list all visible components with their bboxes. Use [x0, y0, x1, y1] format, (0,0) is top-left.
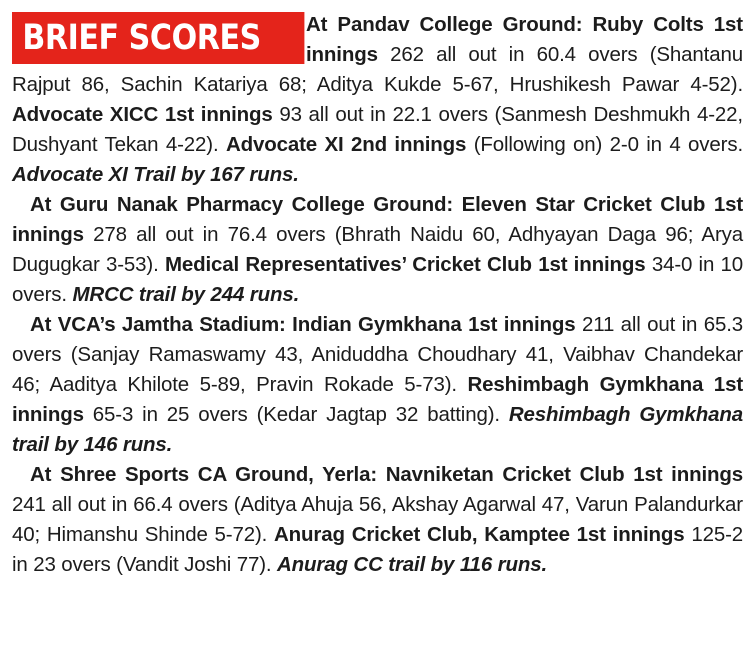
score-detail: (Following on) 2-0 in 4 overs. [473, 133, 743, 156]
match-report [12, 460, 743, 580]
team-innings-heading: Medical Representatives’ Cricket Club 1st innings [164, 253, 652, 276]
team-innings-heading: At Guru Nanak Pharmacy College Ground: Eleven Star Cricket Club 1st innings [12, 193, 743, 246]
trail-summary: Advocate XI Trail by 167 runs. [12, 163, 299, 186]
match-report [12, 190, 743, 310]
match-report [12, 310, 743, 460]
team-innings-heading: Advocate XI 2nd innings [225, 133, 474, 156]
brief-scores-banner: BRIEF SCORES [12, 12, 304, 64]
team-innings-heading: At Pandav College Ground: Ruby Colts 1st innings [306, 13, 743, 66]
match-reports [12, 10, 743, 580]
score-detail: 125-2 in 23 overs (Vandit Joshi 77). [12, 523, 744, 576]
trail-summary: Anurag CC trail by 116 runs. [277, 553, 547, 576]
trail-summary: MRCC trail by 244 runs. [72, 283, 300, 306]
banner-wrapper [12, 10, 366, 68]
score-detail: 34-0 in 10 overs. [12, 253, 743, 306]
team-innings-heading: At VCA’s Jamtha Stadium: Indian Gymkhana 1st innings [30, 313, 582, 336]
score-detail: 93 all out in 22.1 overs (Sanmesh Deshmukh 4-22, Dushyant Tekan 4-22). [12, 103, 743, 156]
score-detail: 241 all out in 66.4 overs (Aditya Ahuja 56, Akshay Agarwal 47, Varun Palandurkar 40; Himanshu Shinde 5-72). [12, 493, 743, 546]
score-detail: 278 all out in 76.4 overs (Bhrath Naidu 60, Adhyayan Daga 96; Arya Dugugkar 3-53). [12, 223, 743, 276]
team-innings-heading: Advocate XICC 1st innings [12, 103, 280, 126]
trail-summary: Reshimbagh Gymkhana trail by 146 runs. [12, 403, 743, 456]
team-innings-heading: Anurag Cricket Club, Kamptee 1st innings [274, 523, 692, 546]
score-detail: 211 all out in 65.3 overs (Sanjay Ramaswamy 43, Aniduddha Choudhary 41, Vaibhav Chandekar 46; Aaditya Khilote 5-89, Pravin Rokade 5-73). [12, 313, 743, 396]
team-innings-heading: At Shree Sports CA Ground, Yerla: Navniketan Cricket Club 1st innings [30, 463, 743, 486]
team-innings-heading: Reshimbagh Gymkhana 1st innings [12, 373, 743, 426]
score-detail: 262 all out in 60.4 overs (Shantanu Rajput 86, Sachin Katariya 68; Aditya Kukde 5-67, Hrushikesh Pawar 4-52). [12, 43, 743, 96]
score-detail: 65-3 in 25 overs (Kedar Jagtap 32 batting). [92, 403, 509, 426]
